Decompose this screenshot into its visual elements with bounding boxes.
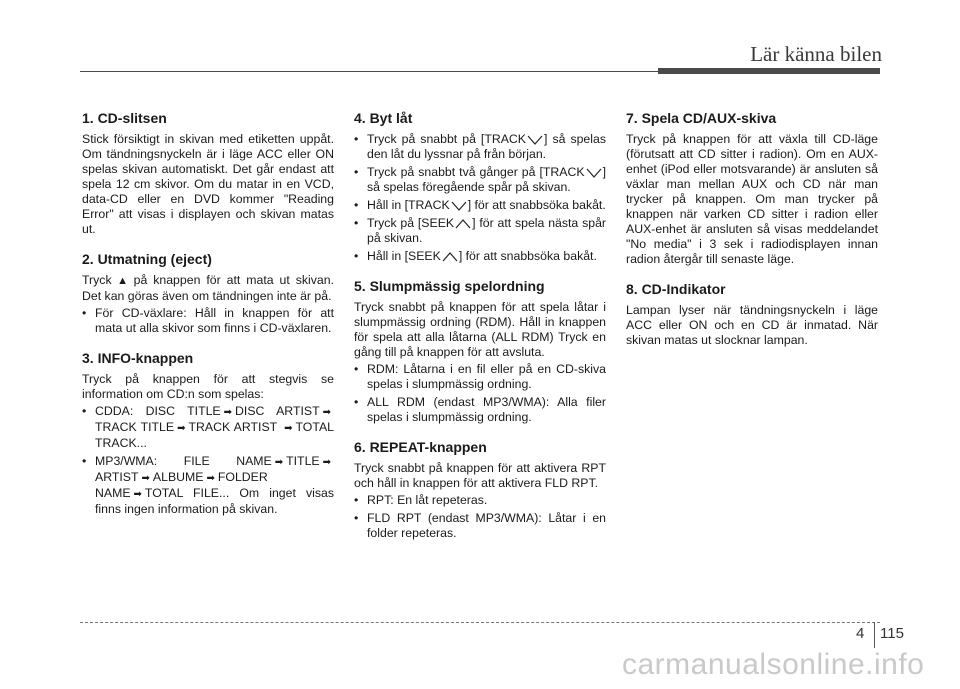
section-random-order (354, 278, 606, 425)
column-1 (82, 110, 334, 531)
footer-rule (80, 622, 880, 623)
section-body: Tryck på knappen för att stegvis se information om CD:n som spelas: (82, 372, 334, 401)
list-item: • Tryck på snabbt på [TRACK ] så spelas den låt du lyssnar på från början. (354, 132, 606, 161)
section-eject (82, 251, 334, 336)
right-arrow-icon: ➡ (284, 423, 293, 434)
section-heading: 3. INFO-knappen (82, 350, 194, 366)
list-item: • FLD RPT (endast MP3/WMA): Låtar i en folder repeteras. (354, 511, 606, 540)
header-rule-thick (658, 68, 880, 74)
right-arrow-icon: ➡ (141, 473, 150, 484)
list-item: • ALL RDM (endast MP3/WMA): Alla filer spelas i slumpmässig ordning. (354, 395, 606, 424)
list-item: • Tryck på snabbt två gånger på [TRACK ] så spelas föregående spår på skivan. (354, 165, 606, 194)
list-item: • För CD-växlare: Håll in knappen för att mata ut alla skivor som finns i CD-växlaren. (82, 306, 334, 335)
chevron-down-icon (526, 134, 544, 146)
section-play-cd-aux (626, 110, 878, 267)
right-arrow-icon: ➡ (322, 407, 331, 418)
section-cd-indicator (626, 281, 878, 348)
section-heading: 6. REPEAT-knappen (354, 439, 487, 455)
column-3 (626, 110, 878, 362)
chevron-down-icon (450, 200, 468, 212)
list-item: • RPT: En låt repeteras. (354, 493, 488, 507)
list-item: • Håll in [SEEK ] för att snabbsöka bakåt. (354, 249, 597, 263)
eject-icon: ▲ (117, 275, 129, 287)
list-item: • CDDA: DISC TITLE ➡ DISC ARTIST ➡ TRACK TITLE ➡ TRACK ARTIST ➡ TOTAL TRACK... (82, 404, 335, 450)
section-body: Tryck snabbt på knappen för att spela låtar i slumpmässig ordning (RDM). Håll in knappen för spela att alla låtarna (ALL RDM) Tryck en gång till på knappen för att avsluta. (354, 300, 606, 359)
section-heading: 1. CD-slitsen (82, 110, 167, 126)
section-body: Stick försiktigt in skivan med etiketten uppåt. Om tändningsnyckeln är i läge ACC eller ON spelas skivan automatiskt. Det går endast att spela 12 cm skivor. Om du matar in en VCD, data-CD eller en DVD kommer "Reading Error" att visas i displayen och skivan matas ut. (82, 132, 334, 236)
section-change-track (354, 110, 606, 264)
section-repeat-button (354, 439, 606, 541)
header-title: Lär känna bilen (750, 42, 882, 66)
right-arrow-icon: ➡ (206, 473, 215, 484)
page-number-separator (874, 622, 875, 648)
list-item: • RDM: Låtarna i en fil eller på en CD-skiva spelas i slumpmässig ordning. (354, 362, 606, 391)
section-heading: 7. Spela CD/AUX-skiva (626, 110, 777, 126)
section-body: Tryck på knappen för att växla till CD-läge (förutsatt att CD sitter i radion). Om en AUX-enhet (iPod eller motsvarande) är ansluten så växlar man mellan AUX och CD när man trycker på knappen. Om man trycker på knappen när varken CD sitter i radion eller AUX-enhet är ansluten så visas meddelandet "No media" i 3 sek i radiodisplayen innan radion återgår till senaste läge. (626, 132, 878, 266)
section-cd-slot (82, 110, 334, 237)
section-info-button (82, 350, 334, 517)
section-body: Lampan lyser när tändningsnyckeln i läge ACC eller ON och en CD är inmatad. När skivan matas ut slocknar lampan. (626, 303, 878, 347)
section-heading: 4. Byt låt (354, 110, 413, 126)
page-number: 115 (880, 625, 904, 642)
section-body: Tryck snabbt på knappen för att aktivera RPT och håll in knappen för att aktivera FLD RPT. (354, 461, 606, 490)
column-2 (354, 110, 606, 555)
right-arrow-icon: ➡ (274, 457, 284, 468)
chevron-down-icon (585, 167, 603, 179)
section-heading: 5. Slumpmässig spelordning (354, 278, 545, 294)
right-arrow-icon: ➡ (322, 457, 331, 468)
section-heading: 8. CD-Indikator (626, 281, 726, 297)
list-item: • Tryck på [SEEK ] för att spela nästa spår på skivan. (354, 216, 606, 245)
right-arrow-icon: ➡ (133, 489, 142, 500)
right-arrow-icon: ➡ (177, 423, 186, 434)
list-item: • Håll in [TRACK ] för att snabbsöka bakåt. (354, 198, 606, 212)
section-heading: 2. Utmatning (eject) (82, 251, 212, 267)
watermark: carmanualsonline.info (622, 648, 925, 681)
chevron-up-icon (441, 251, 459, 263)
right-arrow-icon: ➡ (223, 407, 233, 418)
list-item: • MP3/WMA: FILE NAME ➡ TITLE ➡ ARTIST ➡ ALBUME ➡ FOLDER NAME ➡ TOTAL FILE... Om inget visas finns ingen information på skivan. (82, 454, 334, 516)
section-body: Tryck ▲ på knappen för att mata ut skivan. Det kan göras även om tändningen inte är på. (82, 273, 334, 303)
chevron-up-icon (454, 218, 472, 230)
chapter-number: 4 (856, 625, 865, 642)
